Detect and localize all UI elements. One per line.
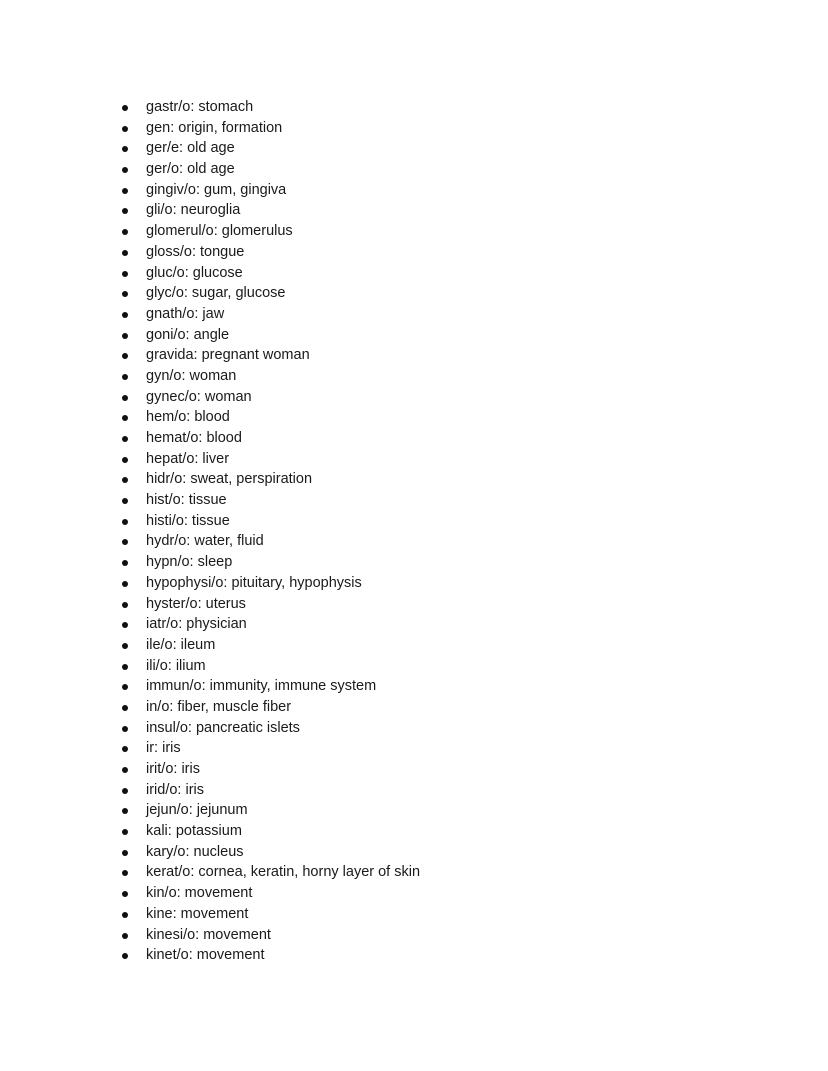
bullet-icon xyxy=(122,436,128,442)
list-item xyxy=(120,531,420,552)
list-item xyxy=(120,821,420,842)
term-text: hepat/o: liver xyxy=(146,450,230,467)
bullet-icon xyxy=(122,726,128,732)
bullet-icon xyxy=(122,395,128,401)
bullet-icon xyxy=(122,953,128,959)
list-item xyxy=(120,676,420,697)
term-text: goni/o: angle xyxy=(146,326,230,343)
list-item xyxy=(120,697,420,718)
bullet-icon xyxy=(122,312,128,318)
bullet-icon xyxy=(122,767,128,773)
bullet-icon xyxy=(122,457,128,463)
list-item xyxy=(120,221,420,242)
term-text: ile/o: ileum xyxy=(146,636,216,653)
term-text: ili/o: ilium xyxy=(146,657,206,674)
bullet-icon xyxy=(122,788,128,794)
bullet-icon xyxy=(122,498,128,504)
list-item xyxy=(120,366,420,387)
bullet-icon xyxy=(122,622,128,628)
bullet-icon xyxy=(122,126,128,132)
term-text: iatr/o: physician xyxy=(146,616,247,633)
term-text: hypophysi/o: pituitary, hypophysis xyxy=(146,574,362,591)
list-item xyxy=(120,594,420,615)
term-text: kali: potassium xyxy=(146,823,242,840)
list-item xyxy=(120,242,420,263)
bullet-icon xyxy=(122,188,128,194)
list-item xyxy=(120,945,420,966)
bullet-icon xyxy=(122,415,128,421)
list-item xyxy=(120,469,420,490)
list-item xyxy=(120,97,420,118)
bullet-icon xyxy=(122,870,128,876)
term-text: gravida: pregnant woman xyxy=(146,347,310,364)
term-text: glyc/o: sugar, glucose xyxy=(146,285,286,302)
term-text: irit/o: iris xyxy=(146,761,200,777)
term-text: ger/o: old age xyxy=(146,161,235,178)
term-text: gloss/o: tongue xyxy=(146,243,245,260)
term-text: gluc/o: glucose xyxy=(146,264,243,281)
list-item xyxy=(120,180,420,201)
term-text: gen: origin, formation xyxy=(146,119,283,136)
list-item xyxy=(120,759,420,780)
term-text: kin/o: movement xyxy=(146,885,253,902)
bullet-icon xyxy=(122,891,128,897)
list-item xyxy=(120,925,420,946)
list-item xyxy=(120,738,420,759)
list-item xyxy=(120,200,420,221)
list-item xyxy=(120,263,420,284)
term-text: hem/o: blood xyxy=(146,409,230,426)
term-text: kine: movement xyxy=(146,905,249,922)
list-item xyxy=(120,428,420,449)
term-text: histi/o: tissue xyxy=(146,512,230,529)
term-text: glomerul/o: glomerulus xyxy=(146,223,293,240)
term-text: insul/o: pancreatic islets xyxy=(146,719,300,736)
list-item xyxy=(120,511,420,532)
bullet-icon xyxy=(122,912,128,918)
bullet-icon xyxy=(122,581,128,587)
term-text: kinesi/o: movement xyxy=(146,926,271,943)
term-text: hyster/o: uterus xyxy=(146,595,246,612)
term-text: immun/o: immunity, immune system xyxy=(146,678,377,695)
bullet-icon xyxy=(122,684,128,690)
term-text: gastr/o: stomach xyxy=(146,99,254,115)
bullet-icon xyxy=(122,271,128,277)
list-item xyxy=(120,573,420,594)
list-item xyxy=(120,883,420,904)
bullet-icon xyxy=(122,705,128,711)
bullet-icon xyxy=(122,829,128,835)
list-item xyxy=(120,656,420,677)
term-text: kinet/o: movement xyxy=(146,947,265,964)
list-item xyxy=(120,118,420,139)
list-item xyxy=(120,614,420,635)
list-item xyxy=(120,407,420,428)
bullet-icon xyxy=(122,146,128,152)
list-item xyxy=(120,842,420,863)
bullet-icon xyxy=(122,664,128,670)
bullet-icon xyxy=(122,519,128,525)
term-text: kerat/o: cornea, keratin, horny layer of skin xyxy=(146,864,421,881)
list-item xyxy=(120,304,420,325)
bullet-icon xyxy=(122,374,128,380)
list-item xyxy=(120,283,420,304)
bullet-icon xyxy=(122,291,128,297)
bullet-icon xyxy=(122,643,128,649)
term-text: irid/o: iris xyxy=(146,781,205,798)
list-item xyxy=(120,490,420,511)
list-item xyxy=(120,387,420,408)
term-text: hydr/o: water, fluid xyxy=(146,533,264,550)
list-item xyxy=(120,159,420,180)
list-item xyxy=(120,904,420,925)
term-text: hemat/o: blood xyxy=(146,430,242,446)
bullet-icon xyxy=(122,353,128,359)
term-text: gynec/o: woman xyxy=(146,388,252,405)
term-text: ir: iris xyxy=(146,740,181,757)
bullet-icon xyxy=(122,746,128,752)
bullet-icon xyxy=(122,167,128,173)
list-item xyxy=(120,718,420,739)
term-text: jejun/o: jejunum xyxy=(146,802,248,819)
list-item xyxy=(120,138,420,159)
bullet-icon xyxy=(122,208,128,214)
term-text: hypn/o: sleep xyxy=(146,554,233,571)
bullet-icon xyxy=(122,229,128,235)
list-item xyxy=(120,552,420,573)
bullet-icon xyxy=(122,850,128,856)
list-item xyxy=(120,800,420,821)
bullet-icon xyxy=(122,477,128,483)
term-text: ger/e: old age xyxy=(146,140,235,157)
bullet-icon xyxy=(122,602,128,608)
list-item xyxy=(120,345,420,366)
list-item xyxy=(120,862,420,883)
term-text: gyn/o: woman xyxy=(146,367,237,384)
bullet-icon xyxy=(122,250,128,256)
bullet-icon xyxy=(122,933,128,939)
term-text: gnath/o: jaw xyxy=(146,305,225,322)
term-text: gli/o: neuroglia xyxy=(146,202,241,219)
bullet-icon xyxy=(122,539,128,545)
term-text: hist/o: tissue xyxy=(146,492,227,509)
bullet-icon xyxy=(122,560,128,566)
list-item xyxy=(120,780,420,801)
list-item xyxy=(120,325,420,346)
list-item xyxy=(120,449,420,470)
term-text: in/o: fiber, muscle fiber xyxy=(146,698,292,715)
term-text: kary/o: nucleus xyxy=(146,843,244,860)
term-text: hidr/o: sweat, perspiration xyxy=(146,471,313,488)
bullet-icon xyxy=(122,105,128,111)
bullet-icon xyxy=(122,808,128,814)
term-text: gingiv/o: gum, gingiva xyxy=(146,181,287,198)
list-item xyxy=(120,635,420,656)
term-list xyxy=(120,97,420,966)
bullet-icon xyxy=(122,333,128,339)
